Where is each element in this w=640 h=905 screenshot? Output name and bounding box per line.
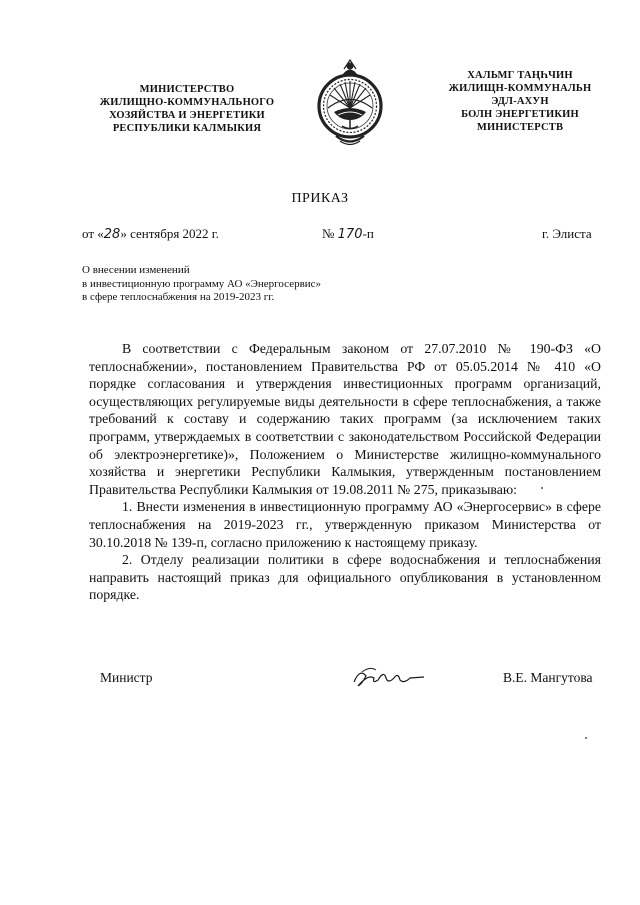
signatory-name: В.Е. Мангутова xyxy=(503,670,593,685)
document-title: ПРИКАЗ xyxy=(291,191,349,206)
header-right-line: ХАЛЬМГ ТАҢҺЧИН xyxy=(467,70,573,81)
ministry-name-russian xyxy=(82,83,292,135)
signatory-position: Министр xyxy=(100,670,153,685)
header-right-line: БОЛН ЭНЕРГЕТИКИН xyxy=(461,109,579,120)
date-prefix: от « xyxy=(82,226,104,241)
kalmykia-coat-of-arms-emblem xyxy=(314,57,386,151)
scan-speck xyxy=(541,487,543,489)
subject-line: в сфере теплоснабжения на 2019-2023 гг. xyxy=(82,291,275,303)
header-right-line: ЖИЛИЩН-КОММУНАЛЬН xyxy=(448,83,592,94)
handwritten-signature xyxy=(350,662,430,692)
order-number xyxy=(322,226,374,242)
order-city: г. Элиста xyxy=(542,226,592,241)
order-date xyxy=(82,226,219,242)
ministry-name-kalmyk xyxy=(425,69,615,134)
date-suffix: » сентября 2022 г. xyxy=(120,226,219,241)
header-left-line: ЖИЛИЩНО-КОММУНАЛЬНОГО xyxy=(99,97,275,108)
subject-line: О внесении изменений xyxy=(82,264,190,276)
header-left-line: РЕСПУБЛИКИ КАЛМЫКИЯ xyxy=(112,123,262,134)
header-right-line: ЭДЛ-АХУН xyxy=(491,96,549,107)
header-right-line: МИНИСТЕРСТВ xyxy=(476,122,564,133)
order-item-1: 1. Внести изменения в инвестиционную программу АО «Энергосервис» в сфере теплоснабжения на 2019-2023 гг., утвержденную приказом Министерства от 30.10.2018 № 139-п, согласно приложению к настоящему приказу. xyxy=(89,499,601,550)
header-left-line: ХОЗЯЙСТВА И ЭНЕРГЕТИКИ xyxy=(109,110,265,121)
preamble-paragraph: В соответствии с Федеральным законом от 27.07.2010 № 190-ФЗ «О теплоснабжении», постановлением Правительства РФ от 05.05.2014 № 410 «О порядке согласования и утверждения инвестиционных программ организаций, осуществляющих регулируемые виды деятельности в сфере теплоснабжения, а также требований к составу и содержанию таких программ (за исключением таких программ, утверждаемых в соответствии с законодательством Российской Федерации об электроэнергетике)», Положением о Министерстве жилищно-коммунального хозяйства и энергетики Республики Калмыкия, утвержденным постановлением Правительства Республики Калмыкия от 19.08.2011 № 275, приказываю: xyxy=(89,341,601,497)
scan-speck xyxy=(585,737,587,739)
order-item-2: 2. Отделу реализации политики в сфере водоснабжения и теплоснабжения направить настоящий приказ для официального опубликования в установленном порядке. xyxy=(89,552,601,603)
number-suffix: -п xyxy=(362,226,374,241)
number-handwritten: 170 xyxy=(337,227,363,242)
order-subject xyxy=(82,264,321,305)
header-left-line: МИНИСТЕРСТВО xyxy=(139,84,235,95)
date-day-handwritten: 28 xyxy=(103,227,121,242)
subject-line: в инвестиционную программу АО «Энергосервис» xyxy=(82,277,322,290)
number-prefix: № xyxy=(322,226,335,241)
order-body xyxy=(89,340,601,604)
